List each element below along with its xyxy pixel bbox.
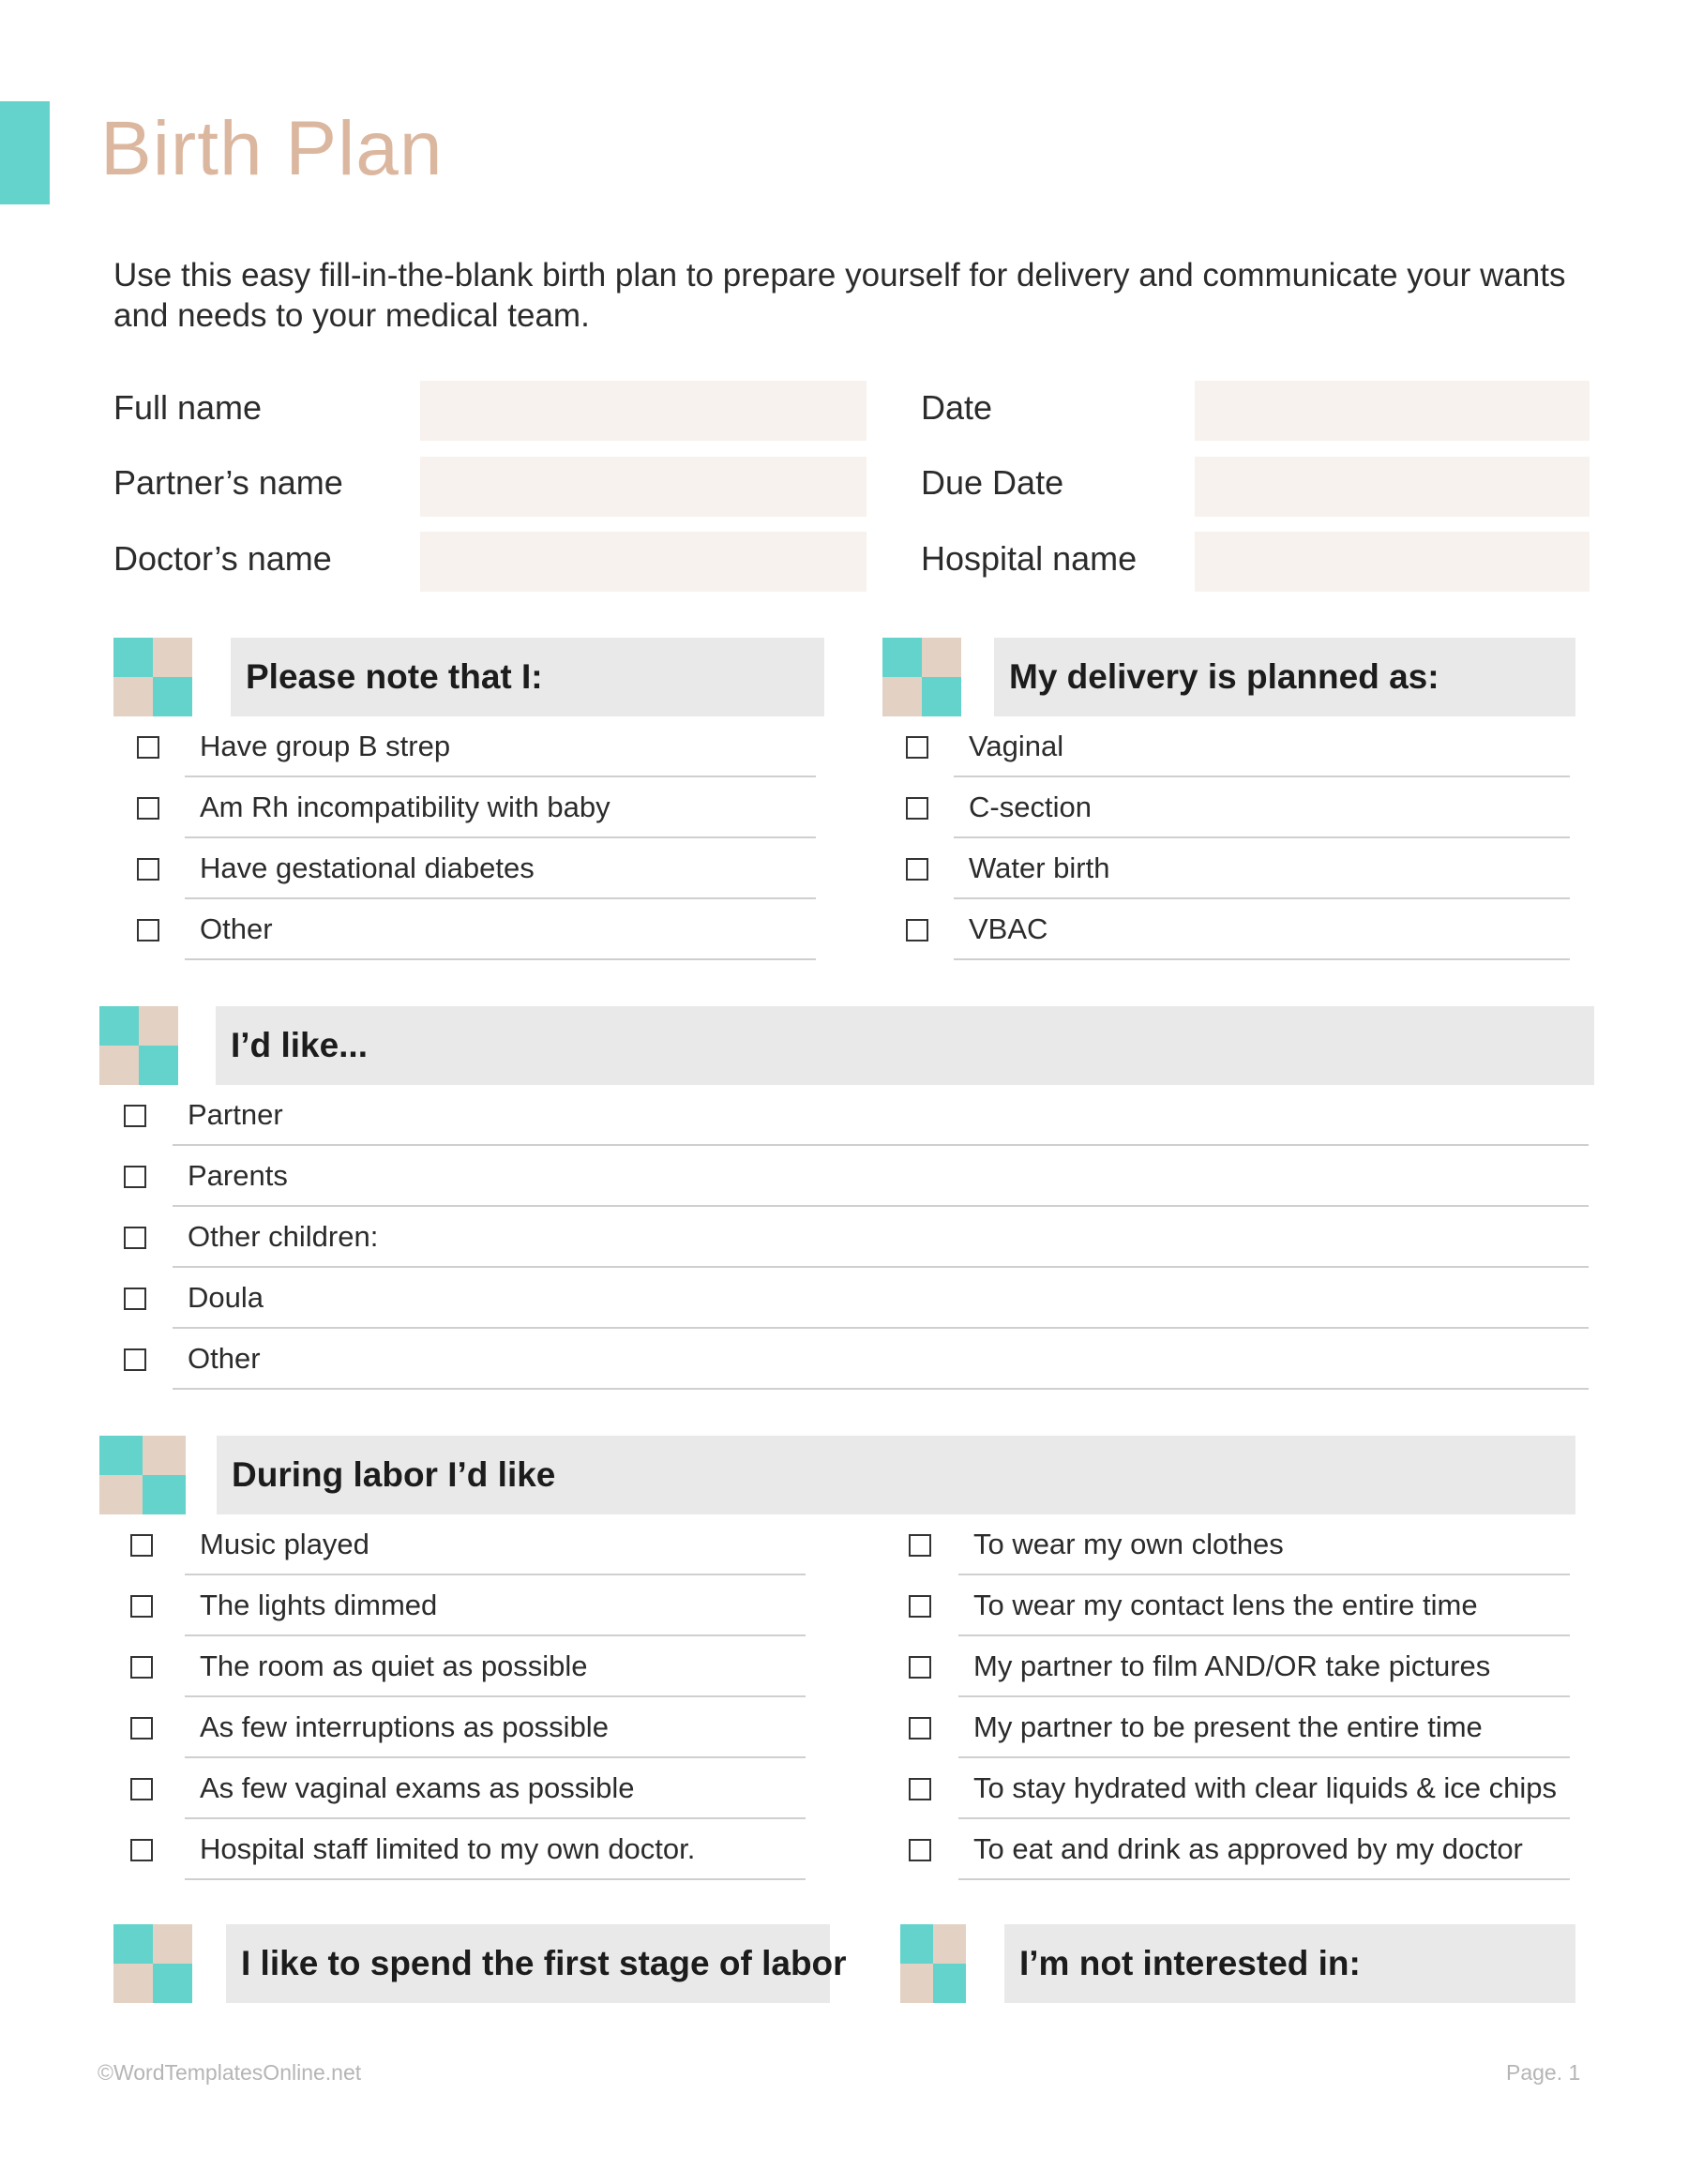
list-item: To stay hydrated with clear liquids & ice chips — [958, 1758, 1570, 1819]
list-item: Other — [173, 1329, 1589, 1390]
section-icon — [99, 1436, 186, 1514]
list-item: C-section — [954, 777, 1570, 838]
intro-text: Use this easy fill-in-the-blank birth plan to prepare yourself for delivery and communicate your wants and needs to your medical team. — [113, 257, 1566, 334]
checkbox[interactable] — [909, 1839, 931, 1861]
due-date-label: Due Date — [921, 463, 1064, 502]
accent-bar — [0, 101, 50, 204]
delivery-header: My delivery is planned as: — [994, 638, 1575, 716]
checkbox[interactable] — [906, 736, 928, 759]
doctor-name-field[interactable] — [420, 532, 867, 592]
checkbox[interactable] — [124, 1288, 146, 1310]
checkbox[interactable] — [124, 1105, 146, 1127]
list-item: Parents — [173, 1146, 1589, 1207]
checkbox[interactable] — [906, 858, 928, 881]
checkbox[interactable] — [130, 1595, 153, 1618]
checkbox[interactable] — [130, 1839, 153, 1861]
list-item: As few vaginal exams as possible — [185, 1758, 806, 1819]
checkbox[interactable] — [909, 1595, 931, 1618]
checkbox[interactable] — [909, 1717, 931, 1740]
section-icon — [99, 1006, 178, 1085]
checkbox[interactable] — [909, 1656, 931, 1679]
not-interested-header: I’m not interested in: — [1004, 1924, 1575, 2003]
page-number: Page. 1 — [1506, 2060, 1581, 2085]
footer-copyright: ©WordTemplatesOnline.net — [98, 2060, 362, 2085]
full-name-label: Full name — [113, 388, 263, 427]
list-item: To eat and drink as approved by my doctor — [958, 1819, 1570, 1880]
list-item: To wear my own clothes — [958, 1514, 1570, 1575]
hospital-name-field[interactable] — [1195, 532, 1590, 592]
doctor-name-label: Doctor’s name — [113, 539, 332, 578]
section-icon — [113, 638, 192, 716]
during-labor-header: During labor I’d like — [217, 1436, 1575, 1514]
partner-name-label: Partner’s name — [113, 463, 343, 502]
list-item: Other — [185, 899, 816, 960]
list-item: Partner — [173, 1085, 1589, 1146]
list-item: Am Rh incompatibility with baby — [185, 777, 816, 838]
list-item: As few interruptions as possible — [185, 1697, 806, 1758]
checkbox[interactable] — [906, 797, 928, 820]
list-item: Water birth — [954, 838, 1570, 899]
checkbox[interactable] — [137, 736, 159, 759]
please-note-header: Please note that I: — [231, 638, 824, 716]
checkbox[interactable] — [130, 1778, 153, 1800]
checkbox[interactable] — [130, 1534, 153, 1557]
id-like-header: I’d like... — [216, 1006, 1594, 1085]
checkbox[interactable] — [137, 919, 159, 941]
hospital-name-label: Hospital name — [921, 539, 1138, 578]
section-icon — [900, 1924, 966, 2003]
section-icon — [882, 638, 961, 716]
list-item: The room as quiet as possible — [185, 1636, 806, 1697]
checkbox[interactable] — [137, 858, 159, 881]
list-item: Music played — [185, 1514, 806, 1575]
list-item: Vaginal — [954, 716, 1570, 777]
checkbox[interactable] — [130, 1717, 153, 1740]
checkbox[interactable] — [124, 1166, 146, 1188]
partner-name-field[interactable] — [420, 457, 867, 517]
checkbox[interactable] — [124, 1348, 146, 1371]
first-stage-header: I like to spend the first stage of labor — [226, 1924, 830, 2003]
date-label: Date — [921, 388, 993, 427]
list-item: VBAC — [954, 899, 1570, 960]
list-item: My partner to be present the entire time — [958, 1697, 1570, 1758]
list-item: To wear my contact lens the entire time — [958, 1575, 1570, 1636]
page-title: Birth Plan — [100, 106, 444, 191]
list-item: Have gestational diabetes — [185, 838, 816, 899]
list-item: Hospital staff limited to my own doctor. — [185, 1819, 806, 1880]
checkbox[interactable] — [909, 1778, 931, 1800]
list-item: My partner to film AND/OR take pictures — [958, 1636, 1570, 1697]
list-item: Doula — [173, 1268, 1589, 1329]
checkbox[interactable] — [909, 1534, 931, 1557]
list-item: The lights dimmed — [185, 1575, 806, 1636]
date-field[interactable] — [1195, 381, 1590, 441]
checkbox[interactable] — [124, 1227, 146, 1249]
list-item: Have group B strep — [185, 716, 816, 777]
due-date-field[interactable] — [1195, 457, 1590, 517]
checkbox[interactable] — [130, 1656, 153, 1679]
section-icon — [113, 1924, 192, 2003]
checkbox[interactable] — [137, 797, 159, 820]
checkbox[interactable] — [906, 919, 928, 941]
full-name-field[interactable] — [420, 381, 867, 441]
list-item: Other children: — [173, 1207, 1589, 1268]
